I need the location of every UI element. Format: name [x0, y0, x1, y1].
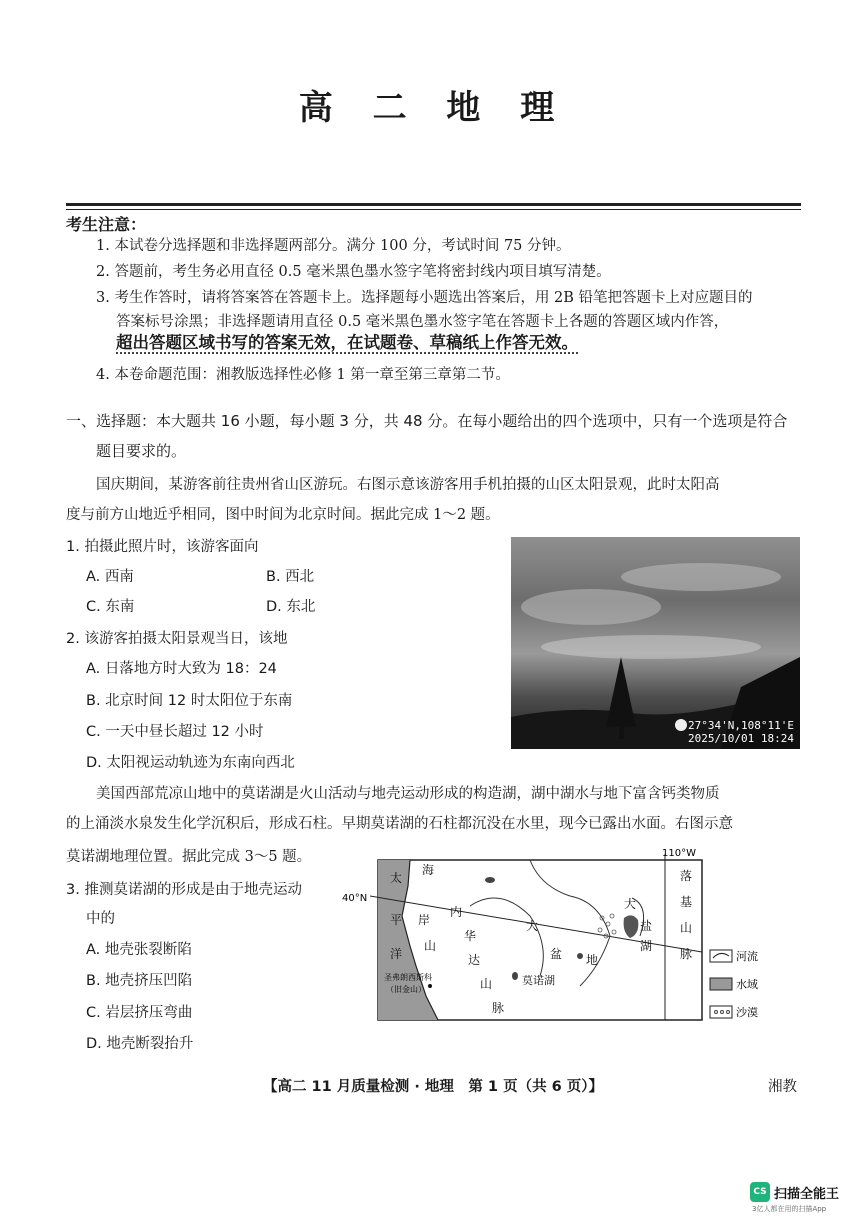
header-rule-thin	[66, 209, 801, 210]
notice-item: 1. 本试卷分选择题和非选择题两部分。满分 100 分，考试时间 75 分钟。	[96, 238, 571, 254]
passage-text: 度与前方山地近乎相同，图中时间为北京时间。据此完成 1～2 题。	[66, 507, 500, 523]
photo-timestamp: 2025/10/01 18:24	[688, 732, 794, 745]
footer-center: 【高二 11 月质量检测 · 地理 第 1 页（共 6 页）】	[263, 1079, 603, 1095]
basin-label: 地	[586, 953, 599, 967]
coast-range-label: 山	[424, 939, 437, 953]
option-b: B. 北京时间 12 时太阳位于东南	[86, 693, 293, 709]
lat-label: 40°N	[342, 893, 368, 904]
option-d: D. 太阳视运动轨迹为东南向西北	[86, 755, 295, 771]
notice-item: 2. 答题前，考生务必用直径 0.5 毫米黑色墨水签字笔将密封线内项目填写清楚。	[96, 264, 611, 280]
question-stem: 2. 该游客拍摄太阳景观当日，该地	[66, 631, 288, 647]
passage-text: 莫诺湖地理位置。据此完成 3～5 题。	[66, 849, 312, 865]
sunset-photo-art	[511, 537, 800, 749]
option-c: C. 岩层挤压弯曲	[86, 1005, 193, 1021]
legend-water-swatch	[710, 978, 732, 990]
footer-right: 湘教	[768, 1079, 797, 1095]
ocean-label: 平	[390, 913, 403, 927]
section-heading-cont: 题目要求的。	[96, 442, 187, 460]
notice-heading: 考生注意：	[66, 215, 147, 234]
legend-water-label: 水域	[736, 978, 758, 991]
lake-north	[485, 877, 495, 883]
passage-text: 的上涌淡水泉发生化学沉积后，形成石柱。早期莫诺湖的石柱都沉没在水里，现今已露出水面。右图示意	[66, 816, 733, 832]
map-legend	[710, 949, 758, 1019]
scanner-name: 扫描全能王	[774, 1187, 840, 1202]
legend-desert-label: 沙漠	[736, 1006, 758, 1019]
passage-text: 美国西部荒凉山地中的莫诺湖是火山活动与地壳运动形成的构造湖，湖中湖水与地下富含钙类物质	[96, 786, 720, 802]
question-stem: 3. 推测莫诺湖的形成是由于地壳运动	[66, 882, 302, 898]
rocky-label: 落	[680, 869, 693, 883]
rocky-label: 基	[680, 895, 693, 909]
mono-lake-map	[340, 846, 780, 1036]
scanner-tagline: 3亿人都在用的扫描App	[752, 1205, 827, 1213]
sea-label: 海	[422, 863, 435, 877]
option-d: D. 地壳断裂抬升	[86, 1036, 194, 1052]
basin-label: 大	[526, 919, 539, 933]
lake-small	[577, 953, 583, 959]
notice-emphasis: 超出答题区域书写的答案无效，在试题卷、草稿纸上作答无效。	[116, 333, 578, 352]
scanner-badge	[750, 1180, 854, 1216]
page-title: 高 二 地 理	[298, 88, 569, 128]
sf-label-2: （旧金山）	[386, 985, 426, 994]
sf-dot	[428, 984, 432, 988]
notice-item: 4. 本卷命题范围：湘教版选择性必修 1 第一章至第三章第二节。	[96, 367, 510, 383]
ocean-label: 太	[390, 871, 403, 885]
section-heading: 一、选择题：本大题共 16 小题，每小题 3 分，共 48 分。在每小题给出的四个选项中，只有一个选项是符合	[66, 412, 788, 430]
sierra-label: 内	[450, 905, 463, 919]
option-a: A. 日落地方时大致为 18：24	[86, 661, 277, 677]
salt-lake-label: 大	[624, 897, 637, 911]
rocky-label: 脉	[680, 947, 693, 961]
option-d: D. 东北	[266, 599, 316, 615]
sunset-photo	[511, 537, 800, 749]
question-stem: 1. 拍摄此照片时，该游客面向	[66, 539, 259, 555]
option-c: C. 东南	[86, 599, 135, 615]
header-rule	[66, 203, 801, 206]
coast-range-label: 岸	[418, 913, 431, 927]
notice-item: 答案标号涂黑；非选择题请用直径 0.5 毫米黑色墨水签字笔在答题卡上各题的答题区域内作答，	[116, 314, 729, 330]
notice-item: 3. 考生作答时，请将答案答在答题卡上。选择题每小题选出答案后，用 2B 铅笔把答题卡上对应题目的	[96, 290, 753, 306]
mono-lake-label: 莫诺湖	[522, 974, 555, 987]
option-b: B. 地壳挤压凹陷	[86, 973, 193, 989]
sierra-label: 华	[464, 929, 477, 943]
salt-lake-label: 盐	[640, 919, 653, 933]
sf-label: 圣弗朗西斯科	[384, 973, 432, 982]
sierra-label: 脉	[492, 1001, 505, 1015]
legend-river-label: 河流	[736, 950, 758, 963]
option-a: A. 地壳张裂断陷	[86, 942, 192, 958]
passage-text: 国庆期间，某游客前往贵州省山区游玩。右图示意该游客用手机拍摄的山区太阳景观，此时太阳高	[96, 477, 720, 493]
mono-lake	[512, 972, 518, 980]
sierra-label: 达	[468, 953, 481, 967]
scanner-logo-icon: CS	[750, 1182, 770, 1202]
ocean-label: 洋	[390, 947, 403, 961]
question-stem-cont: 中的	[86, 911, 115, 927]
salt-lake-label: 湖	[640, 939, 653, 953]
lon-label: 110°W	[662, 848, 696, 859]
rocky-label: 山	[680, 921, 693, 935]
option-c: C. 一天中昼长超过 12 小时	[86, 724, 264, 740]
option-a: A. 西南	[86, 569, 134, 585]
option-b: B. 西北	[266, 569, 315, 585]
sierra-label: 山	[480, 977, 493, 991]
basin-label: 盆	[550, 947, 563, 961]
photo-coordinates: 27°34'N,108°11'E	[688, 719, 794, 732]
